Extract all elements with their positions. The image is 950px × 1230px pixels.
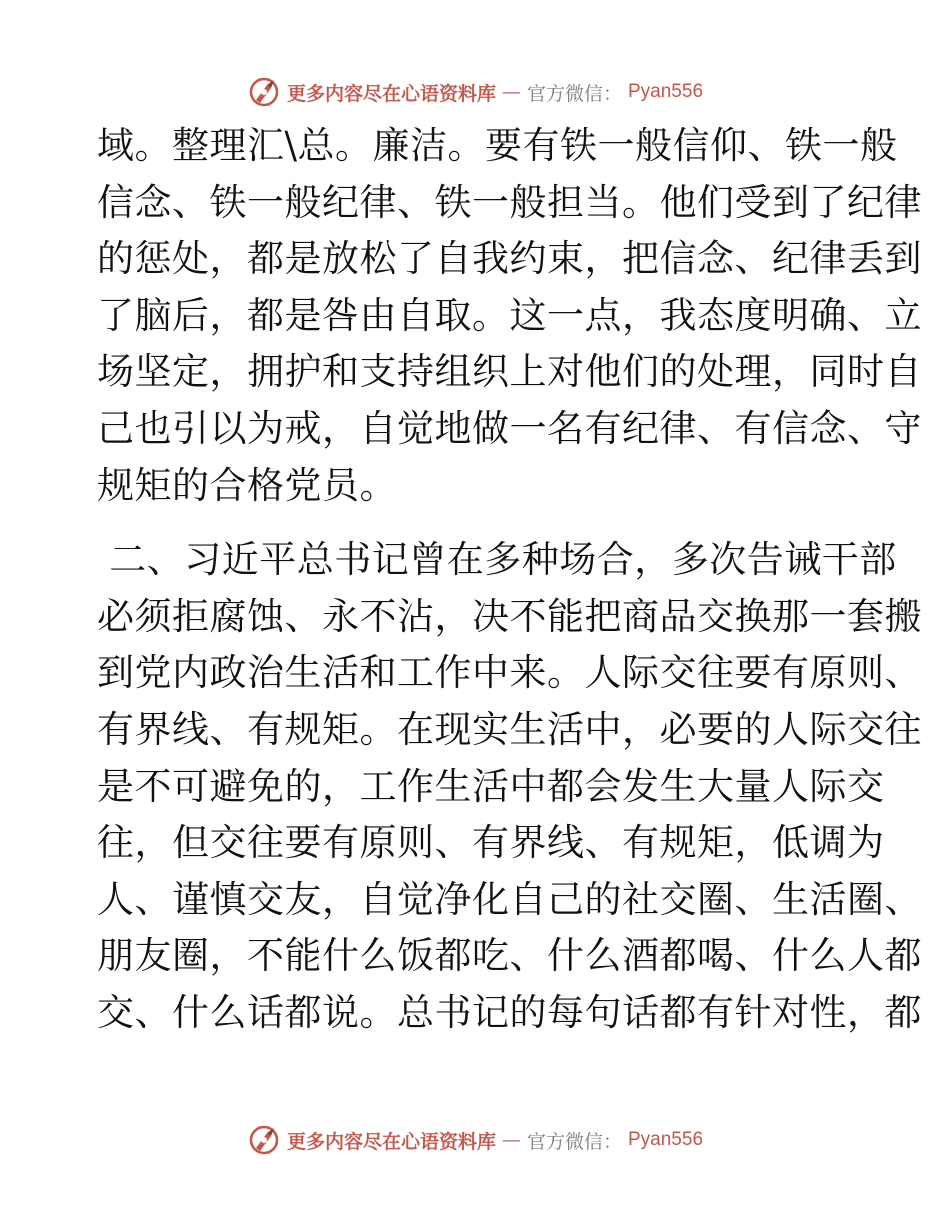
text-line: 域。整理汇\总。廉洁。要有铁一般信仰、铁一般 bbox=[97, 124, 898, 167]
text-line: 朋友圈，不能什么饭都吃、什么酒都喝、什么人都 bbox=[97, 934, 922, 978]
text-line: 信念、铁一般纪律、铁一般担当。他们受到了纪律 bbox=[97, 180, 922, 224]
text-line: 规矩的合格党员。 bbox=[97, 463, 397, 507]
header-banner-separator: — bbox=[501, 81, 521, 103]
paragraph-gap bbox=[97, 514, 857, 532]
footer-banner-wechat-label: 官方微信： bbox=[526, 1130, 622, 1153]
header-banner-title: 更多内容尽在心语资料库 bbox=[286, 82, 496, 105]
header-banner bbox=[0, 72, 950, 112]
footer-banner-separator: — bbox=[501, 1129, 521, 1151]
footer-banner bbox=[0, 1120, 950, 1160]
text-line: 是不可避免的，工作生活中都会发生大量人际交 bbox=[97, 764, 885, 808]
footer-banner-title: 更多内容尽在心语资料库 bbox=[286, 1130, 496, 1153]
text-line: 有界线、有规矩。在现实生活中，必要的人际交往 bbox=[97, 707, 922, 751]
paragraph-1 bbox=[97, 118, 922, 514]
text-line: 二、习近平总书记曾在多种场合，多次告诫干部 bbox=[97, 538, 897, 582]
header-banner-wechat-label: 官方微信： bbox=[526, 82, 622, 105]
text-line: 了脑后，都是咎由自取。这一点，我态度明确、立 bbox=[97, 293, 922, 337]
document-body bbox=[97, 118, 922, 1042]
footer-banner-wechat-id: Pyan556 bbox=[628, 1129, 704, 1150]
text-line: 必须拒腐蚀、永不沾，决不能把商品交换那一套搬 bbox=[97, 594, 922, 638]
text-line: 往，但交往要有原则、有界线、有规矩，低调为 bbox=[97, 821, 885, 865]
text-line: 到党内政治生活和工作中来。人际交往要有原则、 bbox=[97, 651, 922, 695]
header-banner-wechat-id: Pyan556 bbox=[628, 81, 704, 102]
text-line: 人、谨慎交友，自觉净化自己的社交圈、生活圈、 bbox=[97, 877, 922, 921]
text-line: 的惩处，都是放松了自我约束，把信念、纪律丢到 bbox=[97, 237, 922, 281]
pen-logo-icon bbox=[247, 75, 281, 109]
paragraph-2 bbox=[97, 532, 922, 1041]
header-banner-inner bbox=[247, 75, 703, 109]
text-line: 场坚定，拥护和支持组织上对他们的处理，同时自 bbox=[97, 350, 922, 394]
footer-banner-inner bbox=[247, 1123, 703, 1157]
pen-logo-icon bbox=[247, 1123, 281, 1157]
text-line: 己也引以为戒，自觉地做一名有纪律、有信念、守 bbox=[97, 406, 922, 450]
text-line: 交、什么话都说。总书记的每句话都有针对性，都 bbox=[97, 990, 922, 1034]
